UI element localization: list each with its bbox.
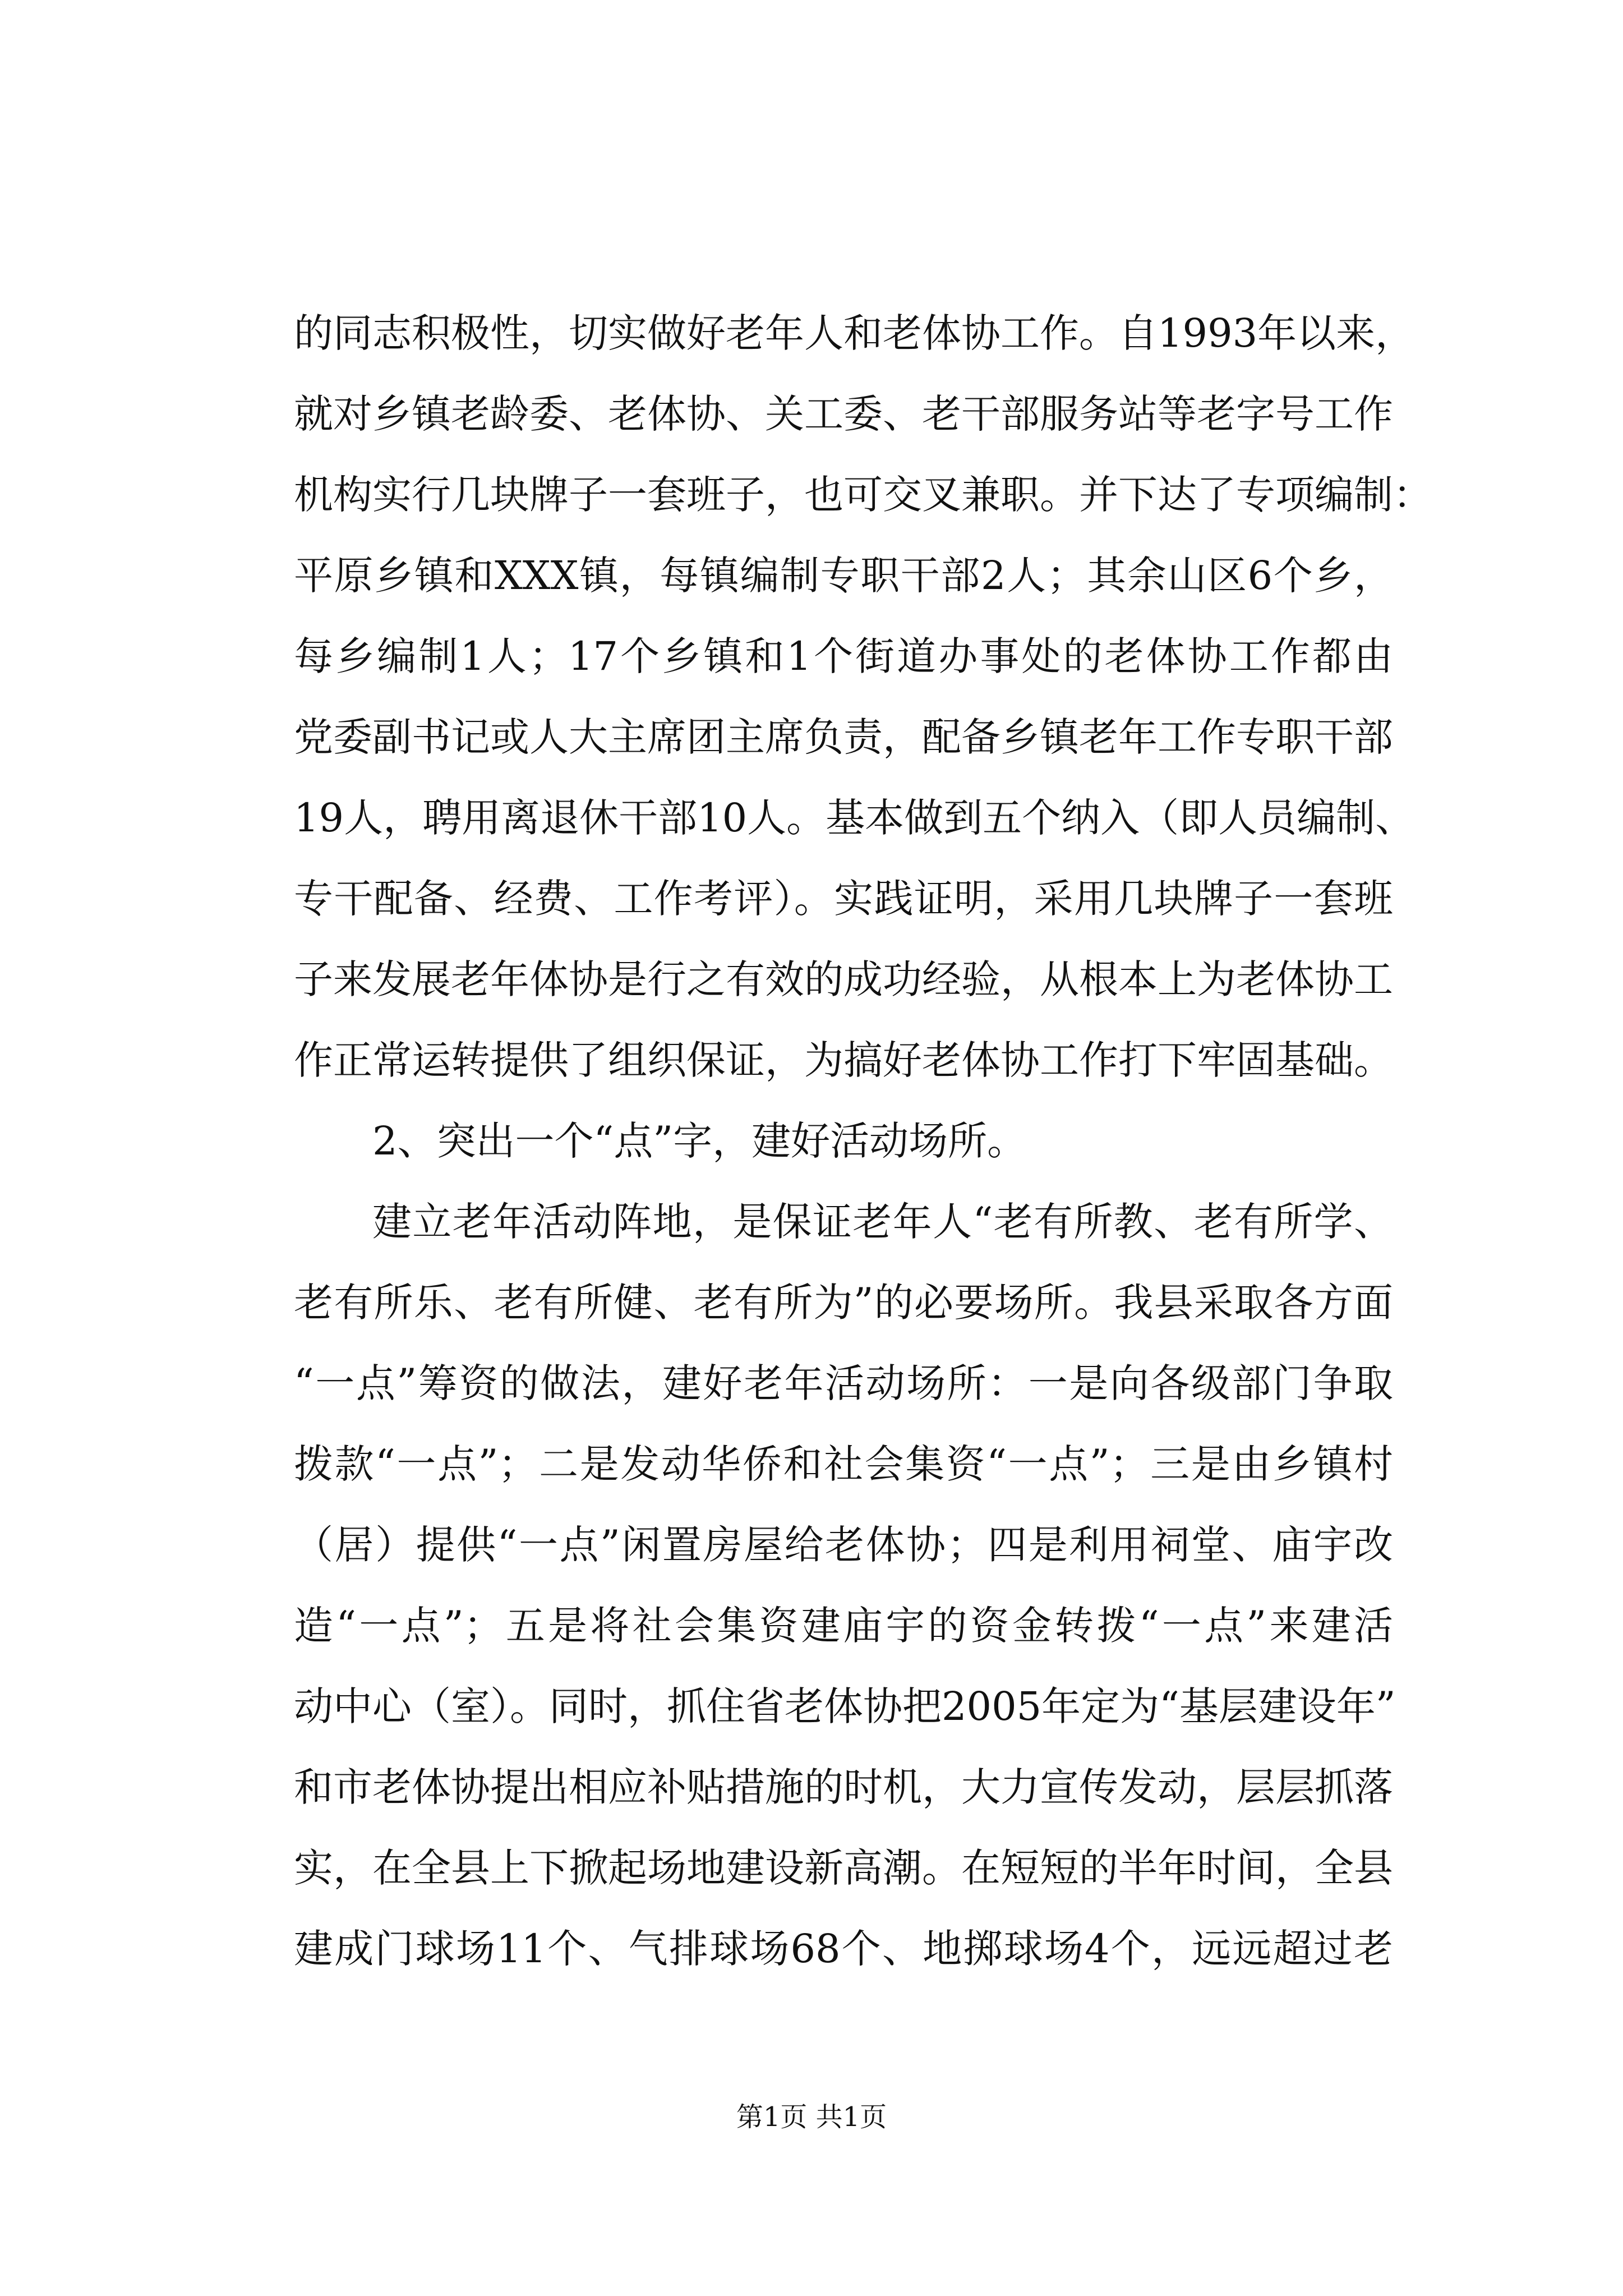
text-line: 作正常运转提供了组织保证，为搞好老体协工作打下牢固基础。 <box>294 1037 1393 1083</box>
text-line: 建立老年活动阵地，是保证老年人“老有所教、老有所学、 <box>372 1199 1393 1245</box>
text-line: 实，在全县上下掀起场地建设新高潮。在短短的半年时间，全县 <box>294 1845 1393 1891</box>
text-line: 党委副书记或人大主席团主席负责，配备乡镇老年工作专职干部 <box>294 714 1393 760</box>
text-line: 和市老体协提出相应补贴措施的时机，大力宣传发动，层层抓落 <box>294 1764 1393 1810</box>
text-line: 动中心（室）。同时，抓住省老体协把2005年定为“基层建设年” <box>294 1683 1396 1729</box>
text-line: “一点”筹资的做法，建好老年活动场所：一是向各级部门争取 <box>294 1360 1393 1406</box>
text-line: 机构实行几块牌子一套班子，也可交叉兼职。并下达了专项编制： <box>294 472 1432 518</box>
text-line: 19人，聘用离退休干部10人。基本做到五个纳入（即人员编制、 <box>294 795 1415 841</box>
text-line: （居）提供“一点”闲置房屋给老体协；四是利用祠堂、庙宇改 <box>294 1522 1393 1568</box>
page-footer: 第1页 共1页 <box>736 2101 887 2133</box>
body-text <box>294 293 1432 1989</box>
section-heading: 2、突出一个“点”字，建好活动场所。 <box>372 1118 1027 1164</box>
text-line: 专干配备、经费、工作考评）。实践证明，采用几块牌子一套班 <box>294 876 1393 922</box>
text-line: 建成门球场11个、气排球场68个、地掷球场4个，远远超过老 <box>294 1926 1393 1972</box>
text-line: 每乡编制1人；17个乡镇和1个街道办事处的老体协工作都由 <box>294 633 1393 679</box>
text-line: 老有所乐、老有所健、老有所为”的必要场所。我县采取各方面 <box>294 1280 1393 1326</box>
text-line: 平原乡镇和XXX镇，每镇编制专职干部2人；其余山区6个乡， <box>294 553 1393 599</box>
text-line: 造“一点”；五是将社会集资建庙宇的资金转拨“一点”来建活 <box>294 1603 1393 1649</box>
text-line: 的同志积极性，切实做好老年人和老体协工作。自1993年以来， <box>294 310 1415 356</box>
text-line: 拨款“一点”；二是发动华侨和社会集资“一点”；三是由乡镇村 <box>294 1441 1393 1487</box>
text-line: 子来发展老年体协是行之有效的成功经验，从根本上为老体协工 <box>294 956 1393 1002</box>
text-line: 就对乡镇老龄委、老体协、关工委、老干部服务站等老字号工作 <box>294 391 1393 437</box>
